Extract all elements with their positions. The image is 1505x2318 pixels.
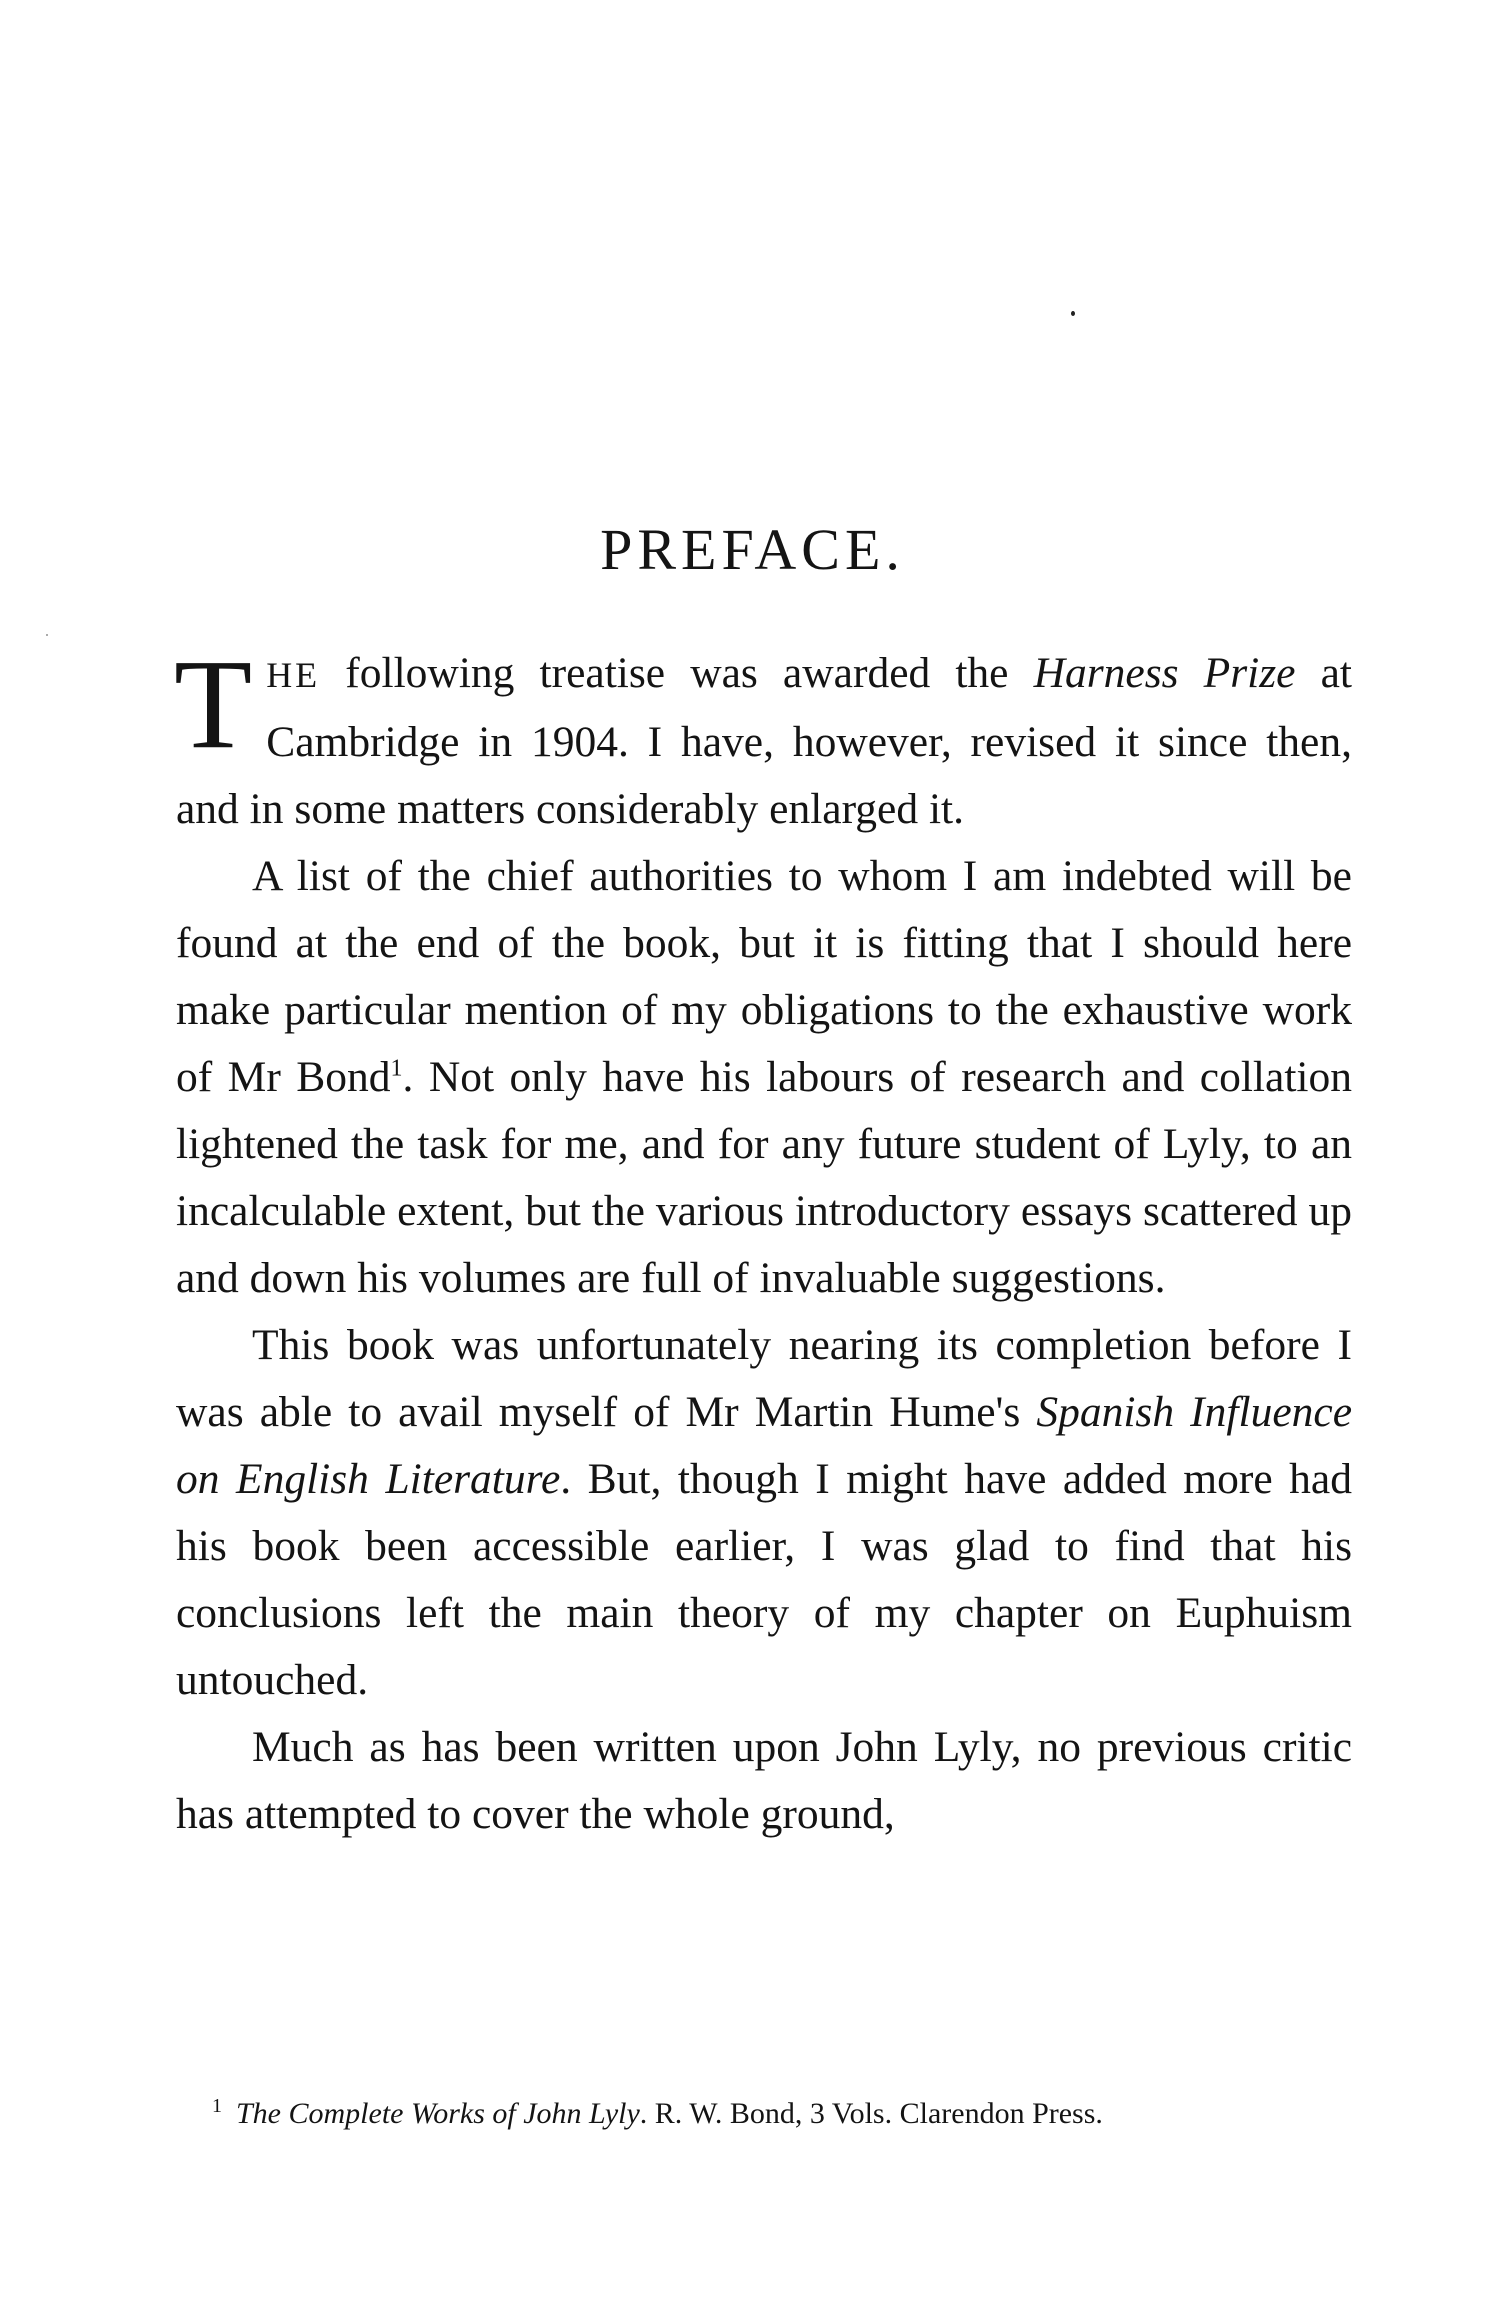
paragraph-1 (174, 633, 1352, 843)
paragraph-1-text-a: following treatise was awarded the (320, 649, 1034, 697)
paragraph-2-text-b: . Not only have his labours of research and collation lightened the task for me, and for any future student of Lyly, to an incalculable extent, but the various introductory essays scattered up and down his volumes are full of invaluable suggestions. (176, 1053, 1352, 1302)
paragraph-3 (176, 1312, 1352, 1714)
print-speck (1071, 311, 1075, 316)
paragraph-1-text-b: at Cambridge in 1904. I have, however, revised it since then, and in some matters considerably enlarged it. (176, 649, 1352, 833)
paragraph-3-text-b: . But, though I might have added more had his book been accessible earlier, I was glad to find that his conclusions left the main theory of my chapter on Euphuism untouched. (176, 1455, 1352, 1704)
footnote-text: . R. W. Bond, 3 Vols. Clarendon Press. (639, 2097, 1103, 2130)
prize-name: Harness Prize (1033, 649, 1296, 697)
footnote-title: The Complete Works of John Lyly (236, 2097, 640, 2130)
paragraph-2-text-a: A list of the chief authorities to whom I am indebted will be found at the end of the book, but it is fitting that I should here make particular mention of my obligations to the exhaustive work of Mr Bond (176, 852, 1352, 1101)
paragraph-3-text-a: This book was unfortunately nearing its completion before I was able to avail myself of Mr Martin Hume's (176, 1321, 1352, 1436)
body-text (174, 633, 1353, 1848)
page-title: PREFACE. (600, 517, 905, 582)
print-speck (46, 634, 48, 636)
small-caps-opening: HE (266, 655, 321, 695)
drop-cap: T (174, 633, 253, 775)
footnote-number: 1 (212, 2095, 222, 2117)
paragraph-4 (176, 1714, 1352, 1848)
paragraph-4-text: Much as has been written upon John Lyly, no previous critic has attempted to cover the whole ground, (176, 1723, 1352, 1838)
paragraph-2 (176, 843, 1352, 1312)
book-title-reference: Spanish Influence on English Literature (176, 1388, 1353, 1503)
footnote-reference[interactable]: 1 (390, 1055, 403, 1082)
footnote (176, 2090, 1352, 2138)
